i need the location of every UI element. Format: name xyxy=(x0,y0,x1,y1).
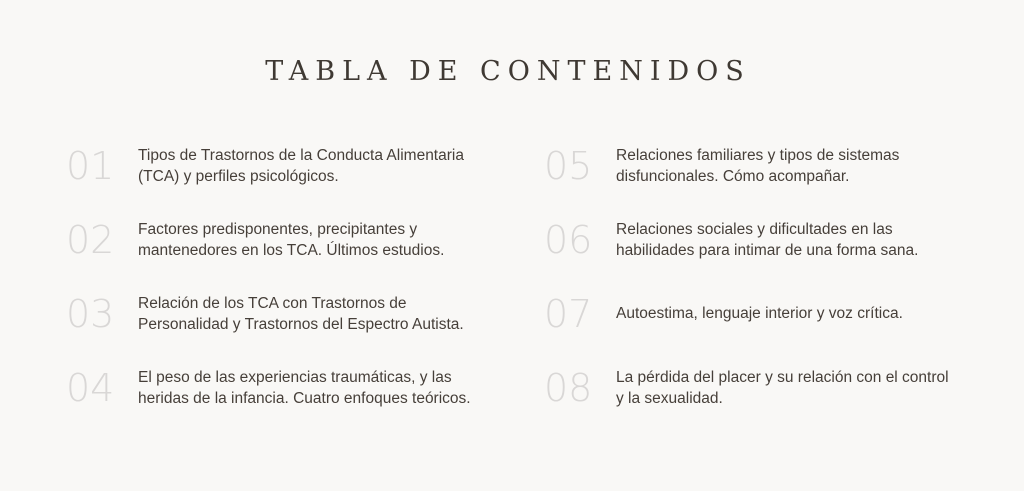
toc-item-05 xyxy=(544,138,986,194)
toc-number: 01 xyxy=(66,144,115,188)
toc-item-02 xyxy=(66,212,508,268)
toc-item-01 xyxy=(66,138,508,194)
toc-number: 02 xyxy=(66,218,115,262)
toc-item-06 xyxy=(544,212,986,268)
toc-text-line: heridas de la infancia. Cuatro enfoques teóricos. xyxy=(138,390,471,407)
toc-number: 07 xyxy=(544,292,593,336)
toc-text-line: El peso de las experiencias traumáticas, y las xyxy=(138,368,452,386)
toc-item-07 xyxy=(544,286,986,342)
toc-text xyxy=(616,303,986,325)
toc-text-line: Personalidad y Trastornos del Espectro Autista. xyxy=(138,316,464,333)
toc-number: 04 xyxy=(66,366,115,410)
toc-number: 05 xyxy=(544,144,593,188)
toc-text xyxy=(138,293,508,336)
toc-text xyxy=(616,367,986,410)
toc-text-line: Autoestima, lenguaje interior y voz crítica. xyxy=(616,305,903,323)
toc-text-line: Relaciones familiares y tipos de sistemas xyxy=(616,146,900,164)
toc-text-line: Relaciones sociales y dificultades en las xyxy=(616,220,893,238)
toc-text-line: Tipos de Trastornos de la Conducta Alimentaria xyxy=(138,146,464,164)
toc-text-line: y la sexualidad. xyxy=(616,390,723,407)
toc-text xyxy=(138,145,508,188)
toc-item-08 xyxy=(544,360,986,416)
toc-text-line: mantenedores en los TCA. Últimos estudios. xyxy=(138,242,445,259)
toc-text-line: (TCA) y perfiles psicológicos. xyxy=(138,168,339,185)
toc-text-line: La pérdida del placer y su relación con el control xyxy=(616,368,949,386)
toc-text xyxy=(616,219,986,262)
toc-text-line: habilidades para intimar de una forma sana. xyxy=(616,242,919,259)
toc-number: 03 xyxy=(66,292,115,336)
toc-text-line: disfuncionales. Cómo acompañar. xyxy=(616,168,850,185)
toc-number: 08 xyxy=(544,366,593,410)
toc-item-04 xyxy=(66,360,508,416)
toc-text-line: Factores predisponentes, precipitantes y xyxy=(138,220,418,238)
page-title: TABLA DE CONTENIDOS xyxy=(265,56,751,87)
toc-text xyxy=(138,367,508,410)
toc-text xyxy=(616,145,986,188)
toc-text xyxy=(138,219,508,262)
toc-number: 06 xyxy=(544,218,593,262)
toc-text-line: Relación de los TCA con Trastornos de xyxy=(138,294,407,312)
toc-item-03 xyxy=(66,286,508,342)
